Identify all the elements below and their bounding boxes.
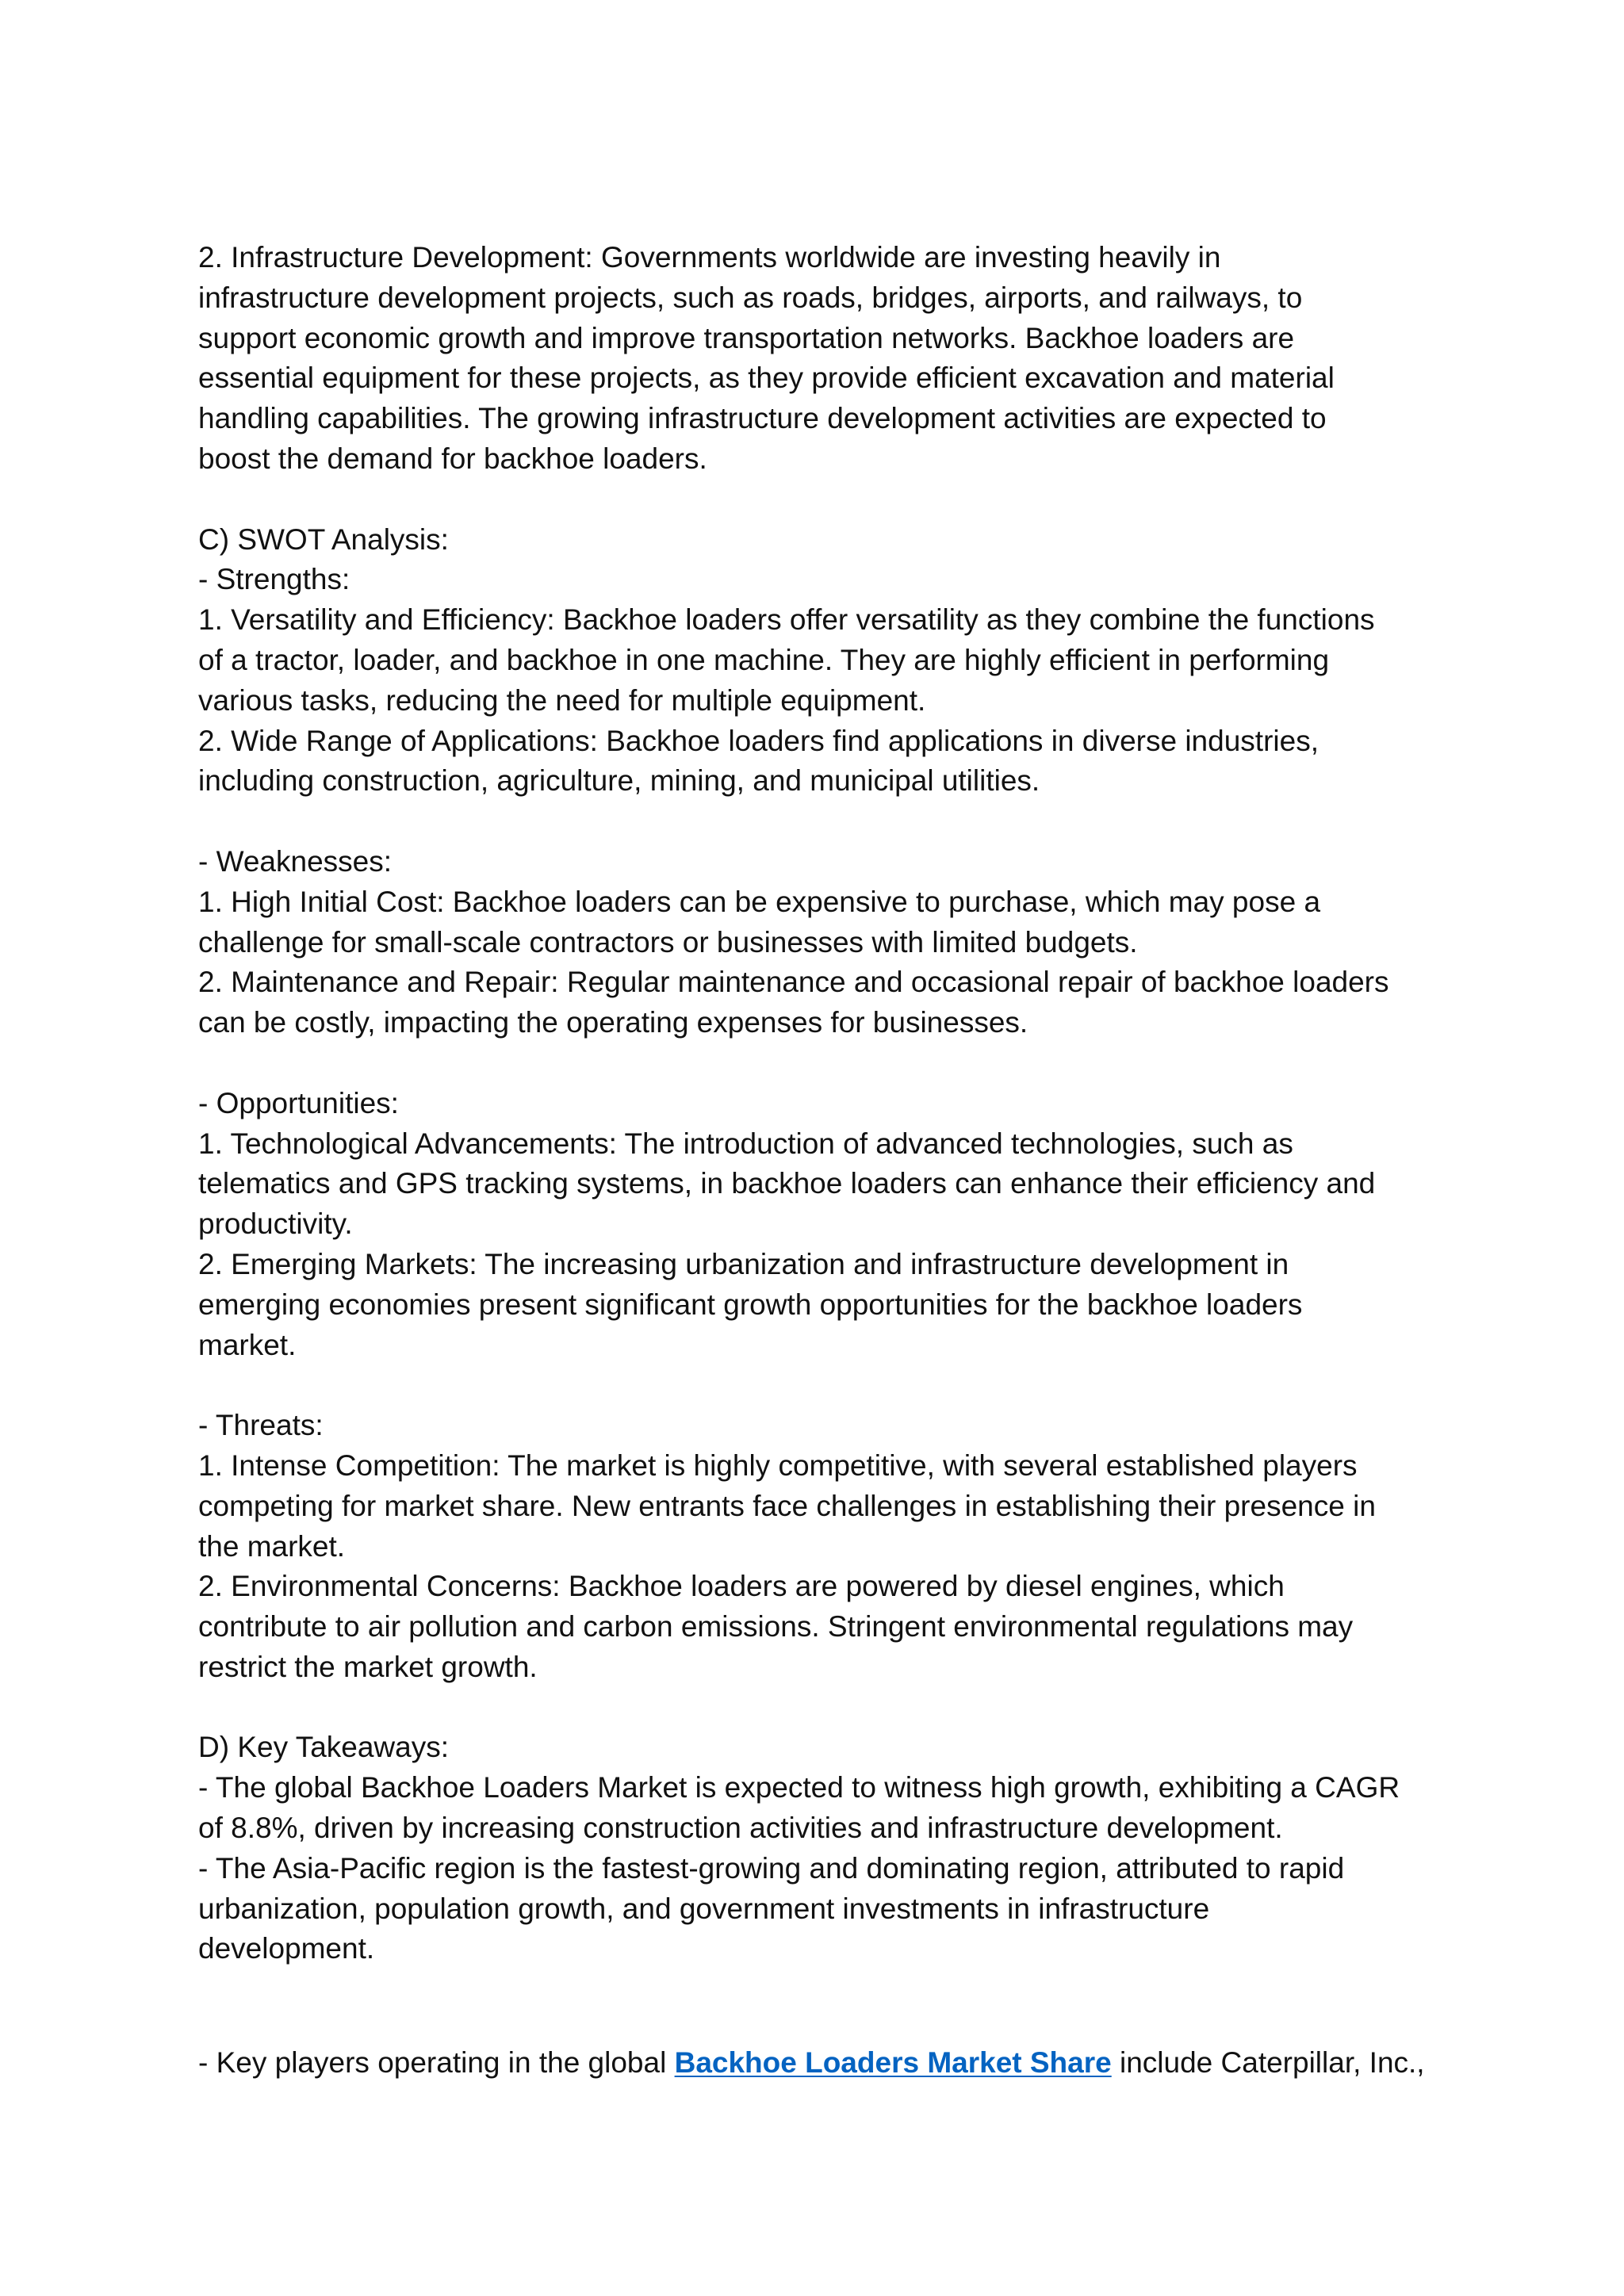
opportunities-label: - Opportunities: [198, 1086, 399, 1119]
opportunities-line: productivity. [198, 1207, 353, 1241]
strengths-line: 1. Versatility and Efficiency: Backhoe loaders offer versatility as they combine the functions [198, 603, 1375, 637]
strengths-line: 2. Wide Range of Applications: Backhoe loaders find applications in diverse industries, [198, 724, 1319, 757]
key-players-prefix: - Key players operating in the global [198, 2046, 667, 2080]
strengths-line: of a tractor, loader, and backhoe in one machine. They are highly efficient in performing [198, 643, 1330, 676]
threats-line: competing for market share. New entrants face challenges in establishing their presence in [198, 1489, 1376, 1522]
weaknesses-line: can be costly, impacting the operating expenses for businesses. [198, 1006, 1028, 1039]
takeaways-line: urbanization, population growth, and government investments in infrastructure [198, 1892, 1210, 1925]
opportunities-line: telematics and GPS tracking systems, in backhoe loaders can enhance their efficiency and [198, 1167, 1376, 1200]
takeaways-line: - The Asia-Pacific region is the fastest-growing and dominating region, attributed to rapid [198, 1851, 1345, 1885]
opportunities-line: 2. Emerging Markets: The increasing urbanization and infrastructure development in [198, 1247, 1289, 1280]
threats-line: 2. Environmental Concerns: Backhoe loaders are powered by diesel engines, which [198, 1570, 1285, 1603]
threats-label: - Threats: [198, 1409, 324, 1442]
swot-heading: C) SWOT Analysis: [198, 522, 449, 556]
weaknesses-line: 2. Maintenance and Repair: Regular maintenance and occasional repair of backhoe loaders [198, 966, 1389, 999]
market-share-link[interactable]: Backhoe Loaders Market Share [674, 2046, 1112, 2080]
key-takeaways-heading: D) Key Takeaways: [198, 1731, 449, 1764]
threats-line: restrict the market growth. [198, 1650, 538, 1683]
weaknesses-block [198, 842, 1546, 1043]
threats-line: contribute to air pollution and carbon emissions. Stringent environmental regulations may [198, 1610, 1354, 1644]
threats-line: the market. [198, 1529, 346, 1563]
strengths-label: - Strengths: [198, 563, 350, 596]
opportunities-line: emerging economies present significant growth opportunities for the backhoe loaders [198, 1288, 1303, 1321]
takeaways-line: of 8.8%, driven by increasing construction activities and infrastructure development. [198, 1812, 1283, 1845]
key-players-suffix: include Caterpillar, Inc., [1120, 2046, 1425, 2080]
takeaways-line: - The global Backhoe Loaders Market is expected to witness high growth, exhibiting a CAGR [198, 1771, 1400, 1804]
weaknesses-line: 1. High Initial Cost: Backhoe loaders can be expensive to purchase, which may pose a [198, 885, 1321, 918]
swot-section [198, 520, 1546, 1688]
weaknesses-line: challenge for small-scale contractors or businesses with limited budgets. [198, 925, 1138, 959]
threats-line: 1. Intense Competition: The market is highly competitive, with several established players [198, 1448, 1358, 1482]
opportunities-line: market. [198, 1328, 297, 1361]
infrastructure-paragraph [198, 238, 1546, 480]
strengths-line: including construction, agriculture, mining, and municipal utilities. [198, 764, 1040, 798]
strengths-block [198, 560, 1546, 802]
takeaways-line: development. [198, 1932, 375, 1965]
infrastructure-line: 2. Infrastructure Development: Governments worldwide are investing heavily in [198, 241, 1221, 274]
infrastructure-line: support economic growth and improve transportation networks. Backhoe loaders are [198, 321, 1295, 354]
key-takeaways-section [198, 1728, 1546, 1969]
opportunities-block [198, 1084, 1546, 1366]
infrastructure-line: infrastructure development projects, such as roads, bridges, airports, and railways, to [198, 281, 1303, 314]
threats-block [198, 1406, 1546, 1688]
infrastructure-line: handling capabilities. The growing infrastructure development activities are expected to [198, 402, 1327, 435]
infrastructure-line: essential equipment for these projects, as they provide efficient excavation and material [198, 362, 1335, 395]
key-players-line [198, 2043, 1546, 2084]
weaknesses-label: - Weaknesses: [198, 844, 393, 878]
infrastructure-line: boost the demand for backhoe loaders. [198, 442, 707, 475]
opportunities-line: 1. Technological Advancements: The introduction of advanced technologies, such as [198, 1127, 1293, 1160]
strengths-line: various tasks, reducing the need for multiple equipment. [198, 683, 926, 717]
document-body [198, 238, 1546, 2084]
